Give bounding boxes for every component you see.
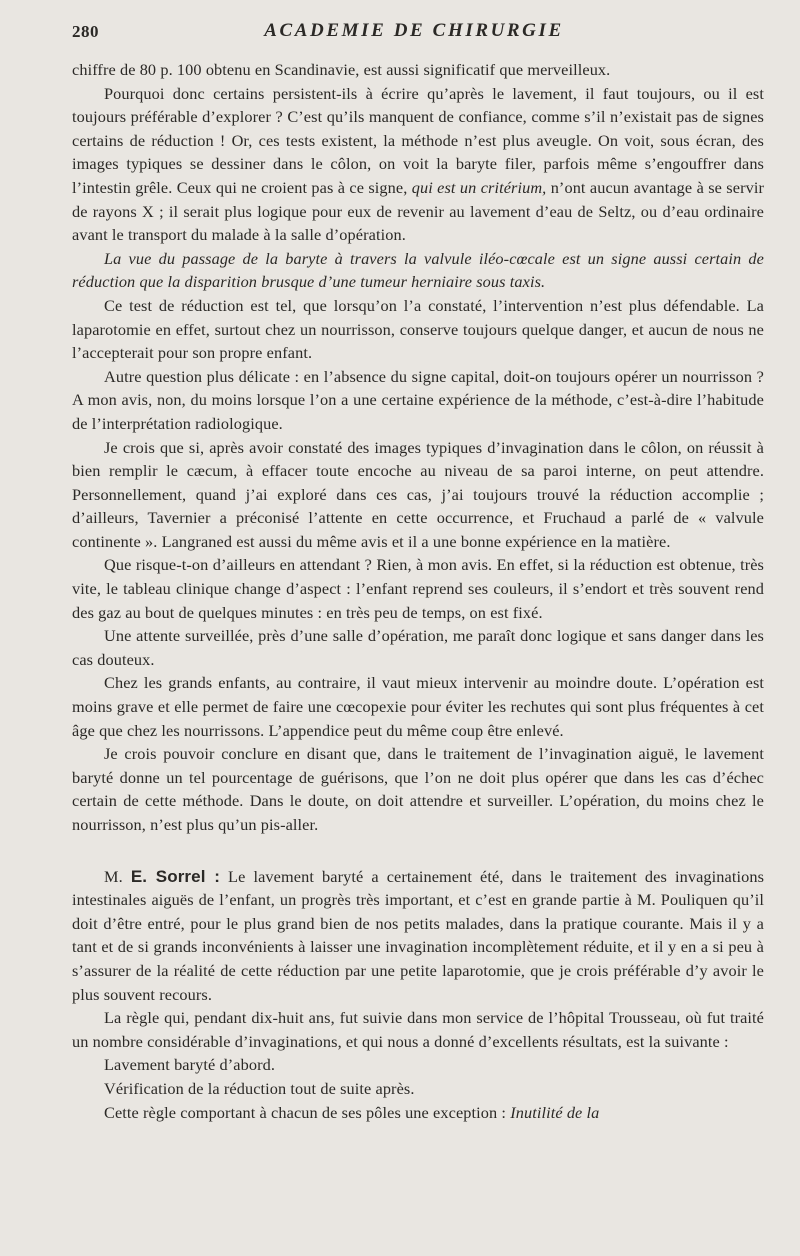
paragraph: Que risque-t-on d’ailleurs en attendant ? Rien, à mon avis. En effet, si la réduction est obtenue, très vite, le tableau clinique change d’aspect : l’enfant reprend ses couleurs, il s’endort et très souvent rend des gaz au bout de quelques minutes : en très peu de temps, on est fixé. <box>72 555 764 622</box>
page-header <box>72 20 756 48</box>
paragraph: Autre question plus délicate : en l’absence du signe capital, doit-on toujours opérer un nourrisson ? A mon avis, non, du moins lorsque l’on a une certaine expérience de la méthode, c’est-à-dire l’habitude de l’interprétation radiologique. <box>72 366 764 433</box>
paragraph-text: Pourquoi donc certains persistent-ils à écrire qu’après le lavement, il faut toujours, ou il est toujours préférable d’explorer ? C’est qu’ils manquent de confiance, comme s’il n’existait pas de signes certains de réduction ! Or, ces tests existent, la méthode n’est plus aveugle. On voit, sous écran, des images typiques se dessiner dans le côlon, on voit la baryte filer, parfois même s’engouffrer dans l’intestin grêle. Ceux qui ne croient pas à ce signe, <box>72 83 764 197</box>
speaker-paragraph <box>72 865 764 1007</box>
paragraph: Chez les grands enfants, au contraire, il vaut mieux intervenir au moindre doute. L’opération est moins grave et elle permet de faire une cœcopexie pour éviter les rechutes qui sont plus fréquentes à cet âge que chez les nourrissons. L’appendice peut du même coup être enlevé. <box>72 673 764 740</box>
section-gap <box>72 837 764 865</box>
paragraph: Je crois que si, après avoir constaté des images typiques d’invagination dans le côlon, on réussit à bien remplir le cæcum, à effacer toute encoche au niveau de sa paroi interne, on peut attendre. Personnellement, quand j’ai exploré dans ces cas, j’ai toujours trouvé la réduction accomplie ; d’ailleurs, Tavernier a préconisé l’attente en cette occurrence, et Fruchaud a parlé de « valvule continente ». Langraned est aussi du même avis et il a une bonne expérience en la matière. <box>72 437 764 551</box>
paragraph: Une attente surveillée, près d’une salle d’opération, me paraît donc logique et sans danger dans les cas douteux. <box>72 626 764 669</box>
paragraph-emphasis: qui est un critérium, <box>411 177 547 197</box>
paragraph <box>72 1101 764 1125</box>
page-number: 280 <box>72 22 99 41</box>
running-title: ACADEMIE DE CHIRURGIE <box>264 20 564 41</box>
paragraph-text: Cette règle comportant à chacun de ses pôles une exception : <box>104 1102 511 1122</box>
paragraph <box>72 82 764 247</box>
speaker-prefix: M. <box>104 866 131 886</box>
paragraph: La règle qui, pendant dix-huit ans, fut suivie dans mon service de l’hôpital Trousseau, où fut traité un nombre considérable d’invaginations, et qui nous a donné d’excellents résultats, est la suivante : <box>72 1008 764 1051</box>
paragraph: Ce test de réduction est tel, que lorsqu’on l’a constaté, l’intervention n’est plus défendable. La laparotomie en effet, surtout chez un nourrisson, conserve toujours quelque danger, et aucun de nous ne l’accepterait pour son propre enfant. <box>72 295 764 363</box>
paragraph: Je crois pouvoir conclure en disant que, dans le traitement de l’invagination aiguë, le lavement baryté donne un tel pourcentage de guérisons, que l’on ne doit plus opérer que dans les cas d’échec certain de cette méthode. Dans le doute, on doit attendre et surveiller. L’opération, du moins chez le nourrisson, n’est plus qu’un pis-aller. <box>72 744 764 834</box>
rule-step: Lavement baryté d’abord. <box>104 1055 276 1075</box>
paragraph-text: n’ont aucun avantage à se servir de rayons X ; il serait plus logique pour eux de revenir au lavement d’eau de Seltz, ou d’eau ordinaire avant le transport du malade à la salle d’opération. <box>72 177 764 245</box>
speaker-name: E. Sorrel : <box>130 866 220 886</box>
body-text <box>72 58 764 1124</box>
paragraph-italic: La vue du passage de la baryte à travers la valvule iléo-cœcale est un signe aussi certain de réduction que la disparition brusque d’une tumeur herniaire sous taxis. <box>72 248 764 292</box>
paragraph-emphasis: Inutilité de la <box>510 1102 600 1122</box>
speaker-text: Le lavement baryté a certainement été, dans le traitement des invaginations intestinales aiguës de l’enfant, un progrès très important, et c’est en grande partie à M. Pouliquen qu’il doit d’être entré, pour le plus grand bien de nos petits malades, dans la pratique courante. Mais il y a tant et de si grands inconvénients à laisser une invagination incomplètement réduite, et il y en a si peu à s’assurer de la réalité de cette réduction par une petite laparotomie, que je crois préférable d’y avoir le plus souvent recours. <box>72 866 765 1004</box>
paragraph: chiffre de 80 p. 100 obtenu en Scandinavie, est aussi significatif que merveilleux. <box>72 60 611 79</box>
rule-step: Vérification de la réduction tout de suite après. <box>104 1078 415 1098</box>
